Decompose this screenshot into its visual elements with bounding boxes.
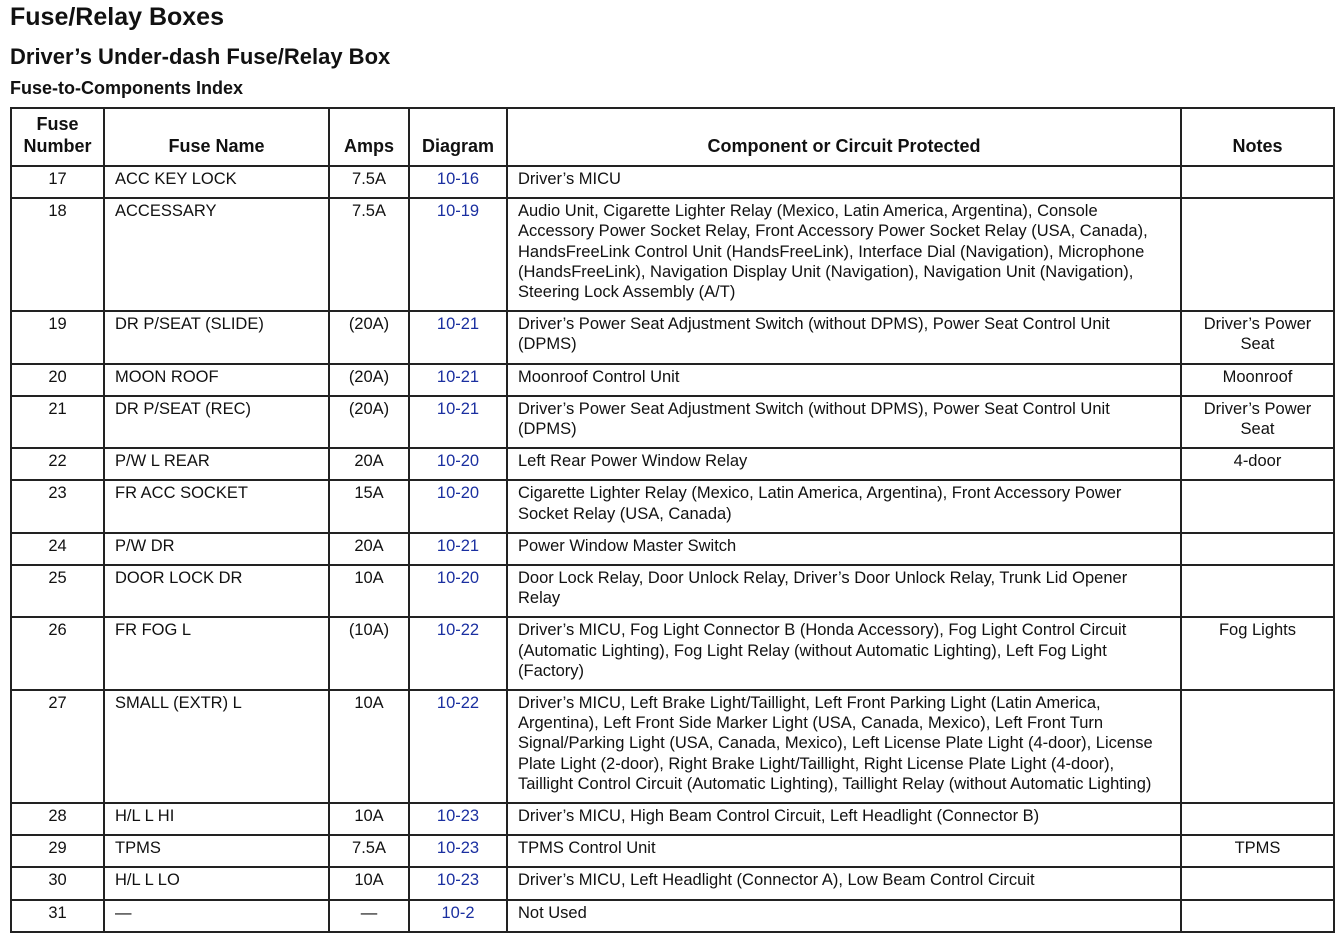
fuse-number-cell: 29	[11, 835, 104, 867]
fuse-number-cell: 27	[11, 690, 104, 803]
fuse-name-cell: ACC KEY LOCK	[104, 166, 329, 198]
fuse-name-cell: DR P/SEAT (SLIDE)	[104, 311, 329, 363]
notes-cell	[1181, 803, 1334, 835]
table-row	[11, 311, 1334, 363]
fuse-number-cell: 28	[11, 803, 104, 835]
header-diagram: Diagram	[409, 108, 507, 166]
table-row	[11, 448, 1334, 480]
component-cell: TPMS Control Unit	[507, 835, 1181, 867]
amps-cell: —	[329, 900, 409, 932]
table-row	[11, 900, 1334, 932]
fuse-number-cell: 31	[11, 900, 104, 932]
table-row	[11, 867, 1334, 899]
table-row	[11, 364, 1334, 396]
amps-cell: 10A	[329, 867, 409, 899]
diagram-link[interactable]: 10-22	[409, 617, 507, 690]
fuse-number-cell: 30	[11, 867, 104, 899]
component-cell: Driver’s MICU, High Beam Control Circuit, Left Headlight (Connector B)	[507, 803, 1181, 835]
header-amps: Amps	[329, 108, 409, 166]
fuse-number-cell: 25	[11, 565, 104, 617]
diagram-link[interactable]: 10-20	[409, 480, 507, 532]
table-row	[11, 166, 1334, 198]
fuse-name-cell: DOOR LOCK DR	[104, 565, 329, 617]
header-fuse-name: Fuse Name	[104, 108, 329, 166]
amps-cell: 20A	[329, 448, 409, 480]
diagram-link[interactable]: 10-19	[409, 198, 507, 311]
amps-cell: (20A)	[329, 364, 409, 396]
amps-cell: 7.5A	[329, 166, 409, 198]
fuse-number-cell: 21	[11, 396, 104, 448]
table-header-row	[11, 108, 1334, 166]
amps-cell: (10A)	[329, 617, 409, 690]
table-row	[11, 396, 1334, 448]
section-title: Driver’s Under-dash Fuse/Relay Box	[10, 44, 391, 69]
page-title: Fuse/Relay Boxes	[10, 3, 224, 31]
fuse-name-cell: P/W L REAR	[104, 448, 329, 480]
notes-cell: Driver’s Power Seat	[1181, 396, 1334, 448]
fuse-name-cell: FR FOG L	[104, 617, 329, 690]
notes-cell: Driver’s Power Seat	[1181, 311, 1334, 363]
component-cell: Driver’s MICU, Left Brake Light/Taillight, Left Front Parking Light (Latin America, Argentina), Left Front Side Marker Light (USA, Canada, Mexico), Left Front Turn Signal/Parking Light (USA, Canada, Mexico), Left License Plate Light (4-door), License Plate Light (2-door), Right Brake Light/Taillight, Right License Plate Light (4-door), Taillight Control Circuit (Automatic Lighting), Taillight Relay (without Automatic Lighting)	[507, 690, 1181, 803]
fuse-name-cell: TPMS	[104, 835, 329, 867]
table-row	[11, 835, 1334, 867]
table-row	[11, 198, 1334, 311]
amps-cell: 20A	[329, 533, 409, 565]
diagram-link[interactable]: 10-23	[409, 867, 507, 899]
notes-cell	[1181, 480, 1334, 532]
amps-cell: 15A	[329, 480, 409, 532]
notes-cell: Moonroof	[1181, 364, 1334, 396]
component-cell: Power Window Master Switch	[507, 533, 1181, 565]
amps-cell: 10A	[329, 565, 409, 617]
fuse-name-cell: ACCESSARY	[104, 198, 329, 311]
diagram-link[interactable]: 10-16	[409, 166, 507, 198]
fuse-name-cell: P/W DR	[104, 533, 329, 565]
component-cell: Driver’s MICU, Fog Light Connector B (Honda Accessory), Fog Light Control Circuit (Automatic Lighting), Fog Light Relay (without Automatic Lighting), Left Fog Light (Factory)	[507, 617, 1181, 690]
table-row	[11, 565, 1334, 617]
fuse-number-cell: 23	[11, 480, 104, 532]
diagram-link[interactable]: 10-2	[409, 900, 507, 932]
notes-cell	[1181, 166, 1334, 198]
header-notes: Notes	[1181, 108, 1334, 166]
amps-cell: 10A	[329, 690, 409, 803]
notes-cell	[1181, 533, 1334, 565]
fuse-number-cell: 18	[11, 198, 104, 311]
component-cell: Driver’s Power Seat Adjustment Switch (without DPMS), Power Seat Control Unit (DPMS)	[507, 396, 1181, 448]
table-row	[11, 690, 1334, 803]
fuse-name-cell: MOON ROOF	[104, 364, 329, 396]
notes-cell	[1181, 900, 1334, 932]
notes-cell	[1181, 867, 1334, 899]
notes-cell	[1181, 565, 1334, 617]
notes-cell: Fog Lights	[1181, 617, 1334, 690]
component-cell: Driver’s MICU, Left Headlight (Connector A), Low Beam Control Circuit	[507, 867, 1181, 899]
diagram-link[interactable]: 10-20	[409, 448, 507, 480]
component-cell: Not Used	[507, 900, 1181, 932]
component-cell: Door Lock Relay, Door Unlock Relay, Driver’s Door Unlock Relay, Trunk Lid Opener Relay	[507, 565, 1181, 617]
fuse-number-cell: 19	[11, 311, 104, 363]
header-fuse-number: Fuse Number	[11, 108, 104, 166]
amps-cell: (20A)	[329, 396, 409, 448]
fuse-name-cell: H/L L LO	[104, 867, 329, 899]
notes-cell	[1181, 198, 1334, 311]
notes-cell: 4-door	[1181, 448, 1334, 480]
table-row	[11, 617, 1334, 690]
fuse-number-cell: 20	[11, 364, 104, 396]
fuse-name-cell: —	[104, 900, 329, 932]
diagram-link[interactable]: 10-23	[409, 835, 507, 867]
amps-cell: (20A)	[329, 311, 409, 363]
table-row	[11, 533, 1334, 565]
component-cell: Moonroof Control Unit	[507, 364, 1181, 396]
subsection-title: Fuse-to-Components Index	[10, 78, 243, 98]
diagram-link[interactable]: 10-21	[409, 396, 507, 448]
diagram-link[interactable]: 10-21	[409, 533, 507, 565]
component-cell: Driver’s MICU	[507, 166, 1181, 198]
component-cell: Left Rear Power Window Relay	[507, 448, 1181, 480]
fuse-index-table	[10, 107, 1335, 933]
table-row	[11, 480, 1334, 532]
fuse-name-cell: FR ACC SOCKET	[104, 480, 329, 532]
notes-cell: TPMS	[1181, 835, 1334, 867]
notes-cell	[1181, 690, 1334, 803]
fuse-name-cell: H/L L HI	[104, 803, 329, 835]
amps-cell: 7.5A	[329, 835, 409, 867]
diagram-link[interactable]: 10-21	[409, 364, 507, 396]
table-row	[11, 803, 1334, 835]
fuse-name-cell: DR P/SEAT (REC)	[104, 396, 329, 448]
component-cell: Audio Unit, Cigarette Lighter Relay (Mexico, Latin America, Argentina), Console Accessory Power Socket Relay, Front Accessory Power Socket Relay (USA, Canada), HandsFreeLink Control Unit (HandsFreeLink), Interface Dial (Navigation), Microphone (HandsFreeLink), Navigation Display Unit (Navigation), Navigation Unit (Navigation), Steering Lock Assembly (A/T)	[507, 198, 1181, 311]
amps-cell: 7.5A	[329, 198, 409, 311]
fuse-number-cell: 17	[11, 166, 104, 198]
fuse-number-cell: 22	[11, 448, 104, 480]
amps-cell: 10A	[329, 803, 409, 835]
fuse-number-cell: 26	[11, 617, 104, 690]
fuse-number-cell: 24	[11, 533, 104, 565]
fuse-name-cell: SMALL (EXTR) L	[104, 690, 329, 803]
diagram-link[interactable]: 10-22	[409, 690, 507, 803]
component-cell: Driver’s Power Seat Adjustment Switch (without DPMS), Power Seat Control Unit (DPMS)	[507, 311, 1181, 363]
diagram-link[interactable]: 10-21	[409, 311, 507, 363]
component-cell: Cigarette Lighter Relay (Mexico, Latin America, Argentina), Front Accessory Power Socket Relay (USA, Canada)	[507, 480, 1181, 532]
header-component: Component or Circuit Protected	[507, 108, 1181, 166]
diagram-link[interactable]: 10-23	[409, 803, 507, 835]
diagram-link[interactable]: 10-20	[409, 565, 507, 617]
